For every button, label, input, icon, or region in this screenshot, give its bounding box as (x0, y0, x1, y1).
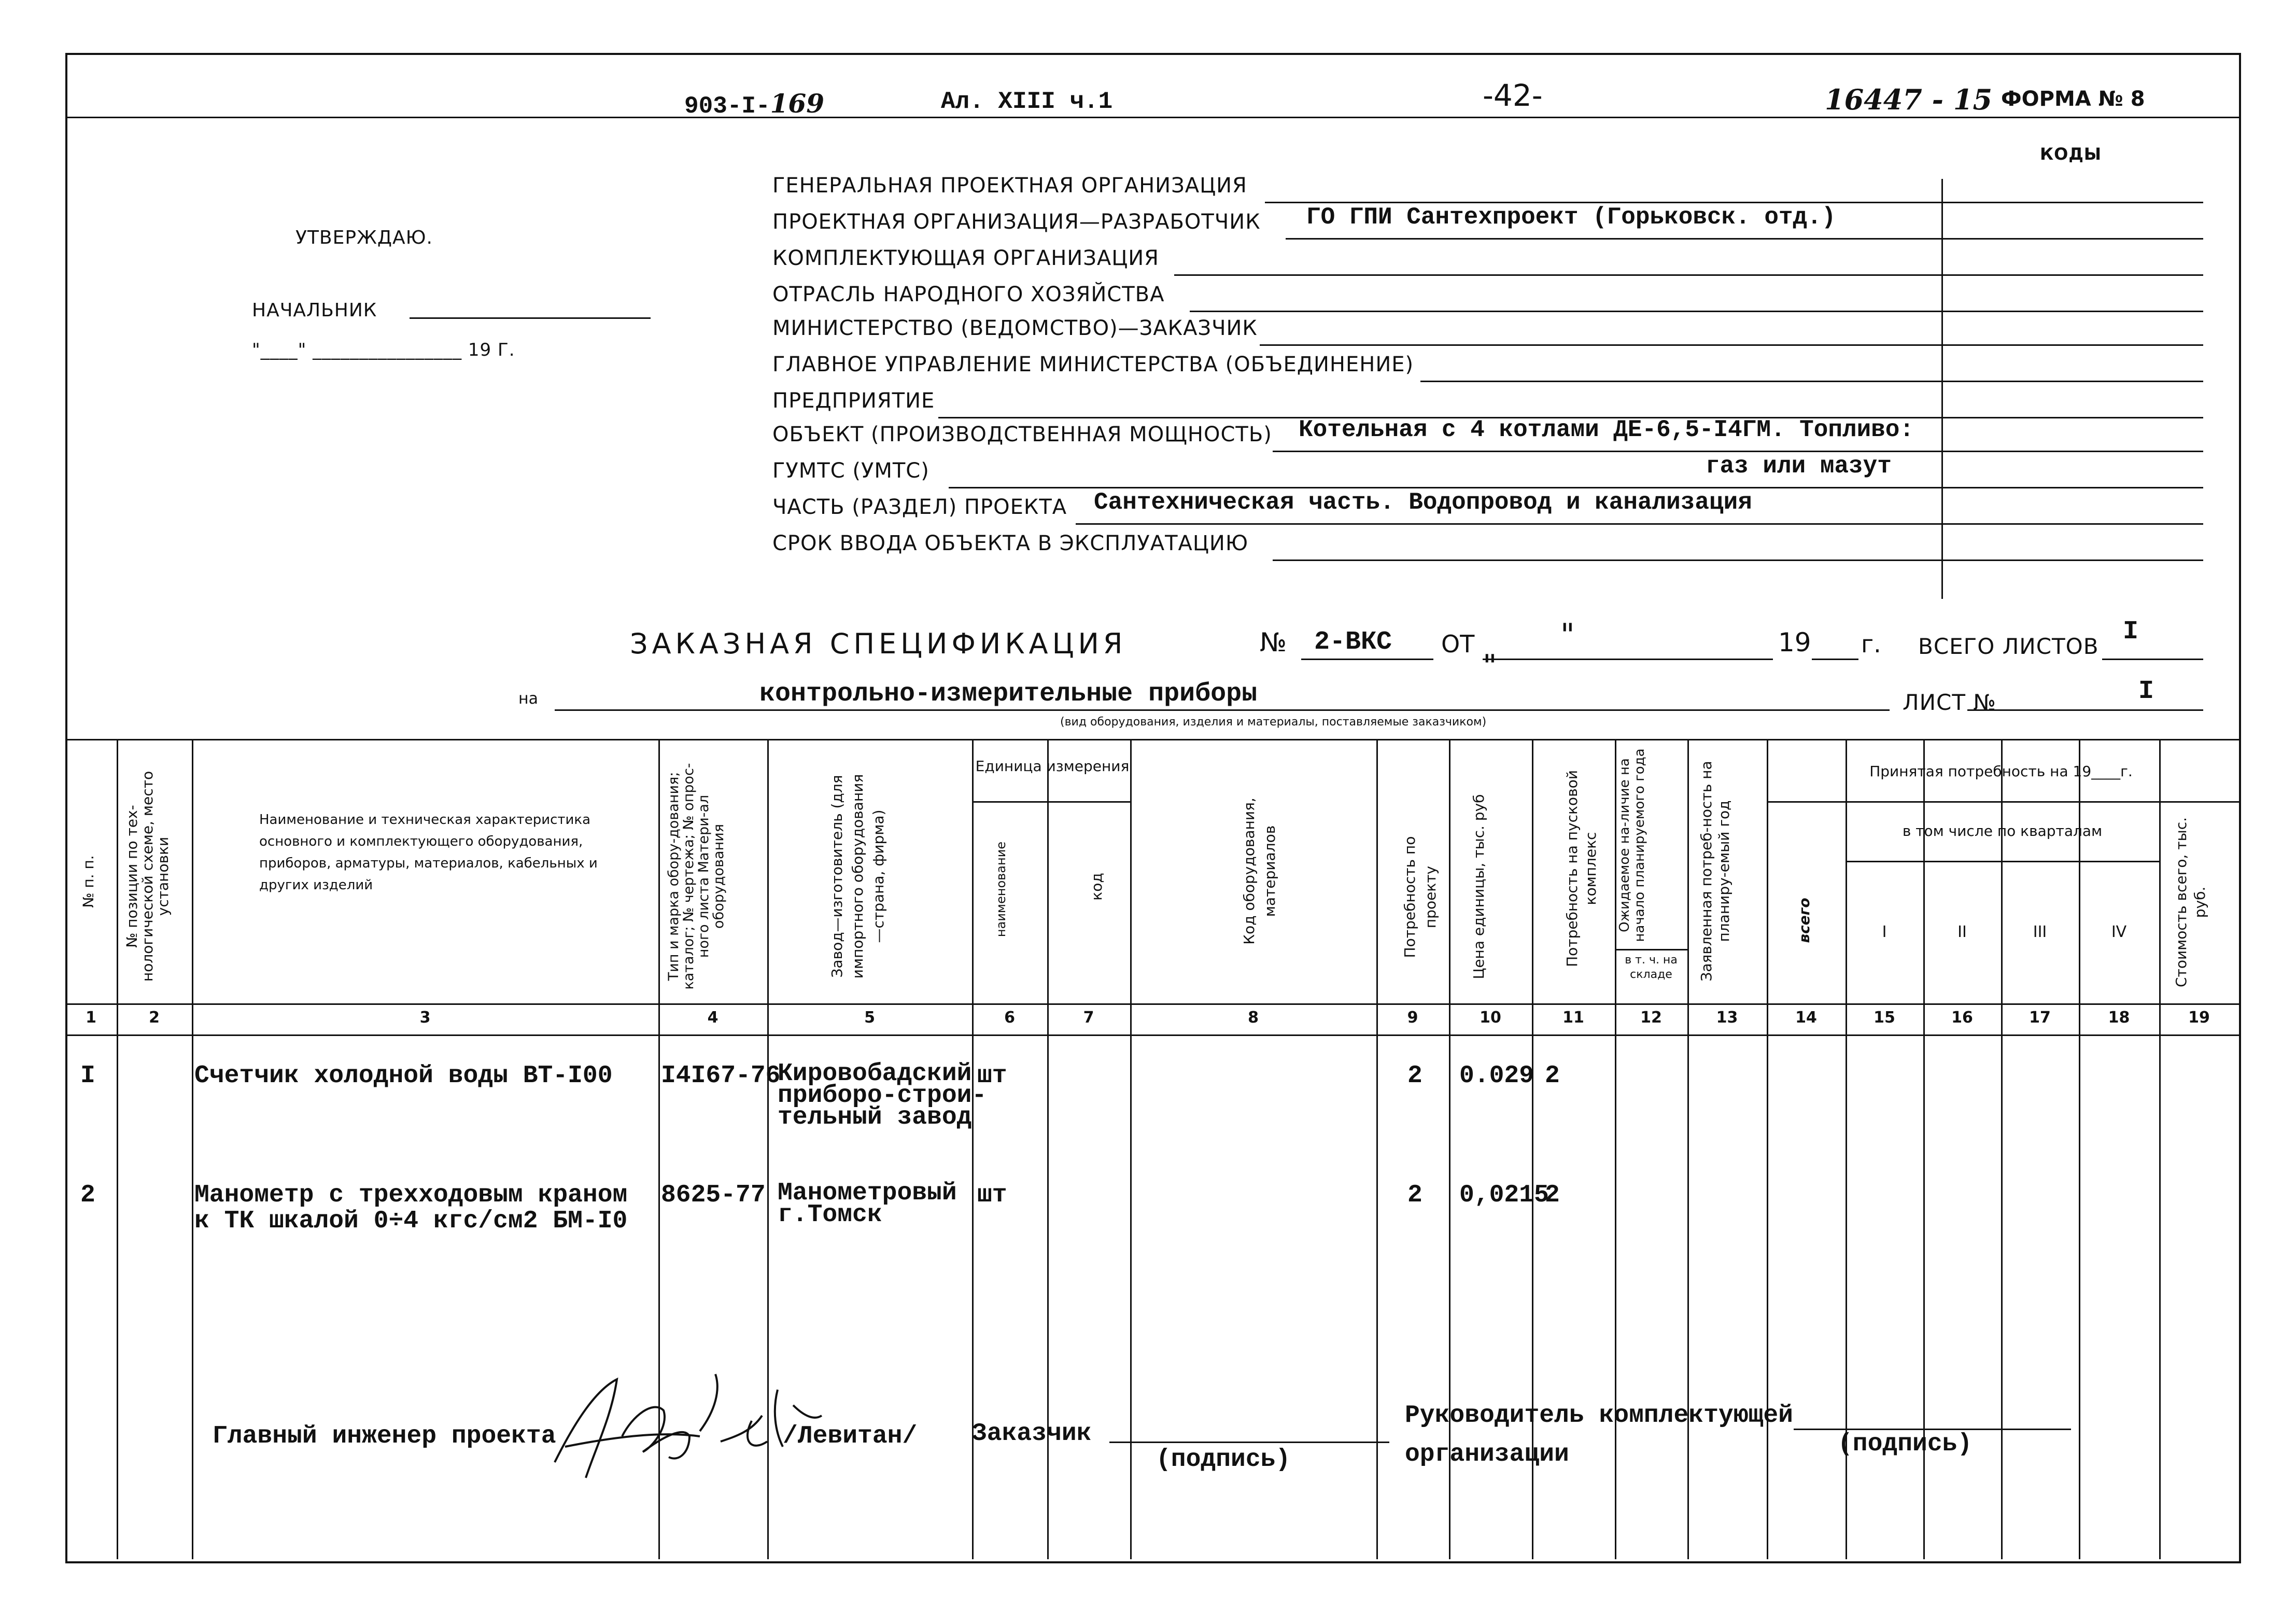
frame-top-rule (65, 117, 2239, 118)
table-column-divider (1376, 739, 1378, 1559)
field-underline (1420, 381, 2203, 382)
column-number: 17 (2029, 1009, 2051, 1027)
column-number: 4 (707, 1009, 719, 1027)
spec-no-label: № (1260, 627, 1287, 657)
column-number: 13 (1716, 1009, 1738, 1027)
table-column-divider (192, 739, 193, 1559)
spec-from-label: ОТ (1441, 630, 1475, 658)
sheet-label: ЛИСТ № (1903, 690, 1997, 715)
field-underline (1273, 451, 2203, 452)
album-label: Ал. XIII ч.1 (941, 88, 1113, 115)
head-sign-hint: (подпись) (1838, 1430, 1973, 1458)
column-number: 6 (1004, 1009, 1015, 1027)
chief-signature-line (410, 317, 651, 319)
field-underline (1273, 559, 2203, 561)
accepted-header-rule (1767, 801, 2239, 803)
spec-year: 19 (1778, 627, 1811, 657)
page-frame (65, 53, 2241, 1563)
col-4-header: Тип и марка обору-дования; каталог; № чертежа; № опрос-ного листа Матери-ал оборудования (666, 763, 727, 990)
col-11-header: Потребность на пусковой комплекс (1563, 770, 1599, 967)
col-5-header: Завод—изготовитель (для импортного оборудования —страна, фирма) (828, 774, 887, 979)
quarters-header-rule (1846, 861, 2159, 862)
field-label: ГЕНЕРАЛЬНАЯ ПРОЕКТНАЯ ОРГАНИЗАЦИЯ (772, 174, 1247, 198)
field-label: ПРОЕКТНАЯ ОРГАНИЗАЦИЯ—РАЗРАБОТЧИК (772, 210, 1261, 234)
col-9-header: Потребность по проекту (1401, 836, 1439, 958)
on-label: на (518, 690, 538, 708)
customer-label: Заказчик (972, 1420, 1092, 1448)
row-qty: 2 (1407, 1181, 1422, 1209)
column-number: 18 (2108, 1009, 2130, 1027)
col-3-header: Наименование и техническая характеристика основного и комплектующего оборудования, приборов, арматуры, материалов, кабельных и других изделий (259, 812, 598, 893)
spec-year-underline (1812, 659, 1858, 660)
column-number: 15 (1874, 1009, 1895, 1027)
row-price: 0.029 (1459, 1062, 1534, 1090)
field-value: Сантехническая часть. Водопровод и канализация (1094, 489, 1752, 516)
chief-label: НАЧАЛЬНИК (252, 300, 377, 321)
column-number: 8 (1248, 1009, 1259, 1027)
quarter-1-header: I (1882, 923, 1887, 941)
column-number: 1 (86, 1009, 96, 1027)
row-number: 2 (80, 1181, 95, 1209)
head-label-2: организации (1405, 1440, 1569, 1468)
col-67-header: Единица измерения (975, 758, 1130, 775)
form-label: ФОРМА № 8 (2001, 87, 2145, 111)
table-column-divider (1687, 739, 1689, 1559)
spec-quote-1: " (1560, 617, 1575, 653)
field-value: газ или мазут (1706, 453, 1892, 480)
page-number: -42- (1483, 78, 1543, 113)
col-14-header: всего (1796, 898, 1813, 943)
col-13-header: Заявленная потреб-ность на планиру-емый год (1698, 761, 1732, 982)
spec-quote-2: " (1483, 648, 1497, 684)
column-number: 12 (1640, 1009, 1662, 1027)
row-name: Манометр с трехходовым краном к ТК шкалой 0÷4 кгс/см2 БМ-I0 (194, 1181, 628, 1235)
column-number: 19 (2188, 1009, 2210, 1027)
total-sheets-label: ВСЕГО ЛИСТОВ (1918, 634, 2099, 659)
header-number-rule-bottom (65, 1034, 2239, 1036)
field-label: КОМПЛЕКТУЮЩАЯ ОРГАНИЗАЦИЯ (772, 246, 1159, 270)
field-label: ЧАСТЬ (РАЗДЕЛ) ПРОЕКТА (772, 495, 1067, 519)
column-number: 7 (1083, 1009, 1094, 1027)
header-number-rule-top (65, 1003, 2239, 1005)
col-8-header: Код оборудования, материалов (1241, 797, 1278, 945)
row-price: 0,0215 (1459, 1181, 1549, 1209)
quarter-4-header: IV (2111, 923, 2127, 941)
field-label: ГУМТС (УМТС) (772, 459, 929, 483)
field-underline (1174, 274, 2203, 276)
project-number: 903-I-169 (684, 88, 825, 120)
col-15-18-header: в том числе по кварталам (1902, 822, 2103, 840)
row-maker: Кировобадский приборо-строи- тельный завод (778, 1060, 987, 1131)
column-number: 9 (1407, 1009, 1418, 1027)
spec-year-suffix: г. (1861, 630, 1881, 658)
customer-signature-line (1109, 1442, 1389, 1443)
sheet-value: I (2138, 677, 2154, 706)
row-type: 8625-77 (661, 1181, 766, 1209)
column-number: 16 (1951, 1009, 1973, 1027)
field-value: ГО ГПИ Сантехпроект (Горьковск. отд.) (1306, 204, 1836, 231)
row-qty: 2 (1407, 1062, 1422, 1090)
spec-no-underline (1301, 659, 1433, 660)
field-underline (1076, 523, 2203, 525)
field-label: ГЛАВНОЕ УПРАВЛЕНИЕ МИНИСТЕРСТВА (ОБЪЕДИНЕНИЕ) (772, 353, 1414, 376)
row-launch: 2 (1545, 1062, 1560, 1090)
total-sheets-underline (2102, 659, 2203, 660)
customer-sign-hint: (подпись) (1156, 1446, 1291, 1474)
field-label: ОТРАСЛЬ НАРОДНОГО ХОЗЯЙСТВА (772, 283, 1165, 306)
col-14-19-header: Принятая потребность на 19____г. (1869, 763, 2133, 780)
spec-no-value: 2-ВКС (1314, 627, 1392, 657)
document-number: 16447 - 15 (1825, 83, 1993, 116)
codes-column-divider (1941, 179, 1943, 599)
column-number: 11 (1562, 1009, 1584, 1027)
field-underline (1286, 238, 2203, 240)
row-unit: шт (977, 1181, 1007, 1209)
field-underline (1260, 344, 2203, 346)
col-7-header: код (1088, 873, 1105, 901)
on-value: контрольно-измерительные приборы (759, 679, 1258, 709)
col-10-header: Цена единицы, тыс. руб (1470, 794, 1487, 980)
date-line: "____" ________________ 19 Г. (252, 340, 515, 360)
col-2-header: № позиции по тех-нологической схеме, место установки (123, 771, 172, 982)
approve-label: УТВЕРЖДАЮ. (295, 227, 433, 248)
col-12-header: Ожидаемое на-личие на начало планируемого года (1617, 748, 1647, 942)
table-column-divider (1532, 739, 1533, 1559)
table-top-rule (65, 739, 2239, 740)
row-maker: Манометровый г.Томск (778, 1179, 957, 1229)
total-sheets-value: I (2123, 617, 2139, 647)
column-number: 14 (1795, 1009, 1817, 1027)
field-value: Котельная с 4 котлами ДЕ-6,5-I4ГМ. Топливо: (1299, 416, 1914, 443)
col-19-header: Стоимость всего, тыс. руб. (2173, 817, 2208, 988)
table-column-divider (1767, 739, 1768, 1559)
row-type: I4I67-76 (661, 1062, 781, 1090)
field-underline (949, 487, 2203, 488)
stock-header-rule (1615, 949, 1687, 950)
table-column-divider (1449, 739, 1450, 1559)
sheet-underline (1967, 709, 2203, 711)
spec-title: ЗАКАЗНАЯ СПЕЦИФИКАЦИЯ (630, 627, 1127, 660)
head-label-1: Руководитель комплектующей (1405, 1402, 1793, 1430)
unit-header-rule (972, 801, 1130, 803)
table-column-divider (1615, 739, 1616, 1559)
quarter-3-header: III (2033, 923, 2047, 941)
signature-scribble-icon (534, 1359, 824, 1493)
row-name: Счетчик холодной воды ВТ-I00 (194, 1062, 613, 1090)
col-12b-header: в т. ч. на складе (1625, 954, 1678, 981)
row-number: I (80, 1062, 95, 1090)
table-column-divider (1130, 739, 1132, 1559)
on-underline (555, 709, 1890, 711)
table-column-divider (2159, 739, 2161, 1559)
spec-date-underline (1483, 659, 1773, 660)
row-unit: шт (977, 1062, 1007, 1090)
table-column-divider (117, 739, 118, 1559)
field-label: СРОК ВВОДА ОБЪЕКТА В ЭКСПЛУАТАЦИЮ (772, 531, 1249, 555)
chief-engineer-label: Главный инженер проекта (213, 1422, 556, 1450)
col-1-header: № п. п. (80, 855, 97, 908)
field-label: ОБЪЕКТ (ПРОИЗВОДСТВЕННАЯ МОЩНОСТЬ) (772, 423, 1272, 446)
chief-engineer-name: /Левитан/ (783, 1422, 918, 1450)
field-underline (1265, 202, 2203, 203)
quarter-2-header: II (1957, 923, 1967, 941)
codes-label: КОДЫ (2040, 144, 2102, 164)
column-number: 3 (419, 1009, 431, 1027)
field-label: ПРЕДПРИЯТИЕ (772, 389, 935, 413)
field-underline (1190, 311, 2203, 312)
row-launch: 2 (1545, 1181, 1560, 1209)
on-hint: (вид оборудования, изделия и материалы, поставляемые заказчиком) (1060, 716, 1487, 729)
col-6-header: наименование (994, 841, 1008, 938)
field-label: МИНИСТЕРСТВО (ВЕДОМСТВО)—ЗАКАЗЧИК (772, 316, 1258, 340)
column-number: 10 (1480, 1009, 1501, 1027)
column-number: 2 (149, 1009, 160, 1027)
column-number: 5 (864, 1009, 875, 1027)
